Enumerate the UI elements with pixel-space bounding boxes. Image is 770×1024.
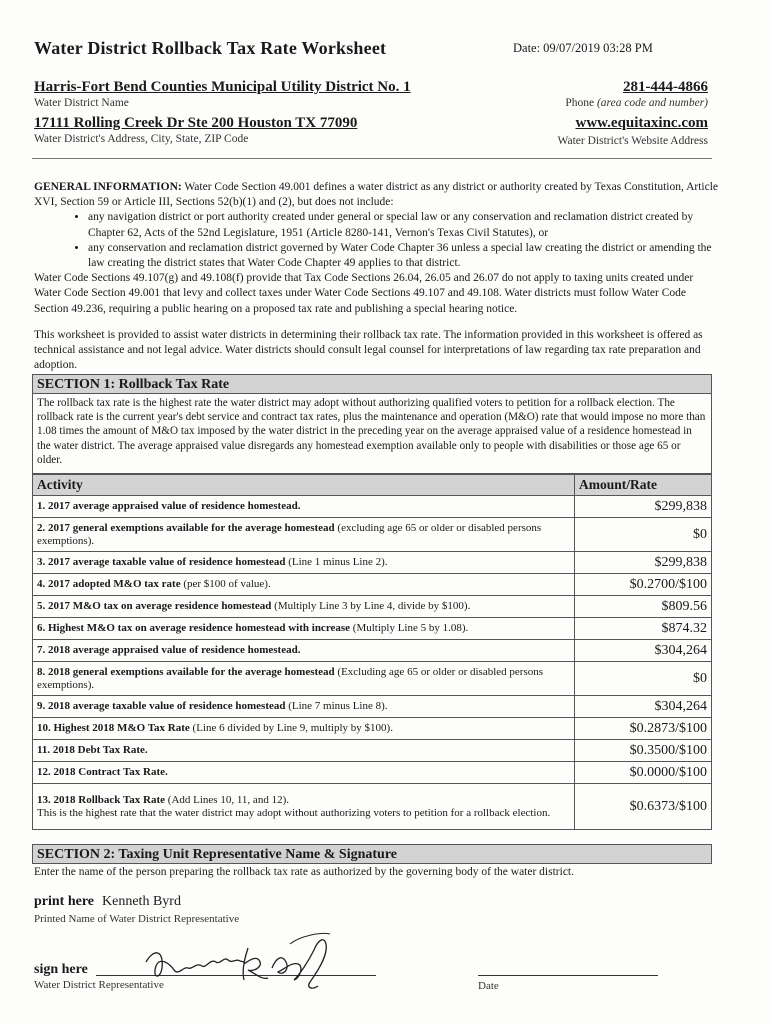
row-description — [33, 696, 575, 718]
section2-caption: Enter the name of the person preparing the rollback tax rate as authorized by the governing body of the water district. — [34, 866, 574, 878]
row-detail: (Multiply Line 5 by 1.08). — [350, 622, 469, 634]
general-paragraph — [34, 180, 722, 210]
sign-label: sign here — [34, 962, 88, 977]
row-description — [33, 618, 575, 640]
row-amount: $0 — [575, 518, 712, 552]
row-detail: (Add Lines 10, 11, and 12). — [165, 793, 289, 806]
print-label: print here — [34, 894, 95, 909]
row-description — [33, 496, 575, 518]
worksheet-intro — [34, 328, 724, 374]
general-bullet: • any navigation district or port authority created under general or special law or any conservation and reclamation district created by Chapter 62, Acts of the 52nd Legislature, 1951 (Article 8280-141, Vernon's Texas Civil Statutes), or — [88, 210, 722, 240]
row-label: 3. 2017 average taxable value of residence homestead — [37, 556, 286, 568]
activity-column-header: Activity — [33, 475, 575, 496]
row-detail: (excluding age 65 or older or disabled persons exemptions). — [37, 521, 542, 547]
general-bullet: • any conservation and reclamation district governed by Water Code Chapter 36 unless a special law creating the district or amending the law creating the district states that Water Code Chapter 49 applies to that district. — [88, 241, 722, 271]
section1-heading: SECTION 1: Rollback Tax Rate — [32, 374, 712, 394]
row-label: 13. 2018 Rollback Tax Rate — [37, 793, 166, 806]
general-bullets — [34, 210, 722, 271]
phone-caption-italic: (area code and number) — [596, 97, 708, 109]
table-row — [33, 762, 712, 784]
row-description — [33, 574, 575, 596]
table-row — [33, 740, 712, 762]
general-text: Water Code Section 49.001 defines a water district as any district or authority created by Texas Constitution, Article XVI, Section 59 or Article III, Sections 52(b)(1) and (2), but does not include: — [34, 181, 718, 209]
general-lead: GENERAL INFORMATION: — [34, 181, 182, 193]
date-signature-line[interactable] — [478, 975, 658, 976]
document-title: Water District Rollback Tax Rate Worksheet — [34, 38, 387, 58]
print-name-caption: Printed Name of Water District Representative — [34, 913, 240, 925]
row-label: 8. 2018 general exemptions available for the average homestead — [37, 665, 335, 678]
row-extra: This is the highest rate that the water district may adopt without authorizing voters to petition for a rollback election. — [37, 806, 551, 819]
website-caption: Water District's Website Address — [557, 135, 708, 147]
row-amount: $0.0000/$100 — [575, 762, 712, 784]
phone-caption-main: Phone — [565, 97, 597, 109]
table-row — [33, 718, 712, 740]
row-amount: $0.2700/$100 — [575, 574, 712, 596]
district-address: 17111 Rolling Creek Dr Ste 200 Houston TX 77090 — [34, 115, 358, 131]
table-row — [33, 518, 712, 552]
row-label: 1. 2017 average appraised value of residence homestead. — [37, 500, 301, 512]
table-row — [33, 696, 712, 718]
row-label: 9. 2018 average taxable value of residence homestead — [37, 700, 286, 712]
document-date — [510, 41, 653, 56]
district-name: Harris-Fort Bend Counties Municipal Utility District No. 1 — [34, 79, 411, 95]
signature-caption: Water District Representative — [34, 979, 164, 991]
date-label: Date: — [513, 41, 541, 55]
table-row — [33, 662, 712, 696]
row-detail: (Line 6 divided by Line 9, multiply by $100). — [189, 722, 393, 734]
row-detail: (Line 1 minus Line 2). — [285, 556, 388, 568]
district-website[interactable]: www.equitaxinc.com — [575, 115, 708, 131]
row-description — [33, 784, 575, 830]
row-description — [33, 518, 575, 552]
row-amount: $0.6373/$100 — [575, 784, 712, 830]
row-label: 4. 2017 adopted M&O tax rate — [37, 578, 181, 590]
row-detail: (Multiply Line 3 by Line 4, divide by $100). — [271, 600, 471, 612]
header-divider — [32, 158, 712, 159]
row-detail: (per $100 of value). — [180, 578, 271, 590]
row-description — [33, 662, 575, 696]
district-phone: 281-444-4866 — [623, 79, 708, 95]
general-after: Water Code Sections 49.107(g) and 49.108(f) provide that Tax Code Sections 26.04, 26.05 and 26.07 do not apply to taxing units created under Water Code Section 49.001 that levy and collect taxes under Water Code Sections 49.107 and 49.108. Water districts must follow Water Code Section 49.236, requiring a public hearing on a proposed tax rate and publishing a special hearing notice. — [34, 272, 694, 315]
table-row — [33, 640, 712, 662]
row-description — [33, 740, 575, 762]
amount-column-header: Amount/Rate — [575, 475, 712, 496]
table-row — [33, 596, 712, 618]
activity-table — [32, 474, 712, 830]
section2-heading: SECTION 2: Taxing Unit Representative Name & Signature — [32, 844, 712, 864]
row-amount: $0.3500/$100 — [575, 740, 712, 762]
intro-text: This worksheet is provided to assist water districts in determining their rollback tax rate. The information provided in this worksheet is offered as technical assistance and not legal advice. Water districts should consult legal counsel for interpretations of law regarding tax rate preparation and adoption. — [34, 329, 703, 372]
row-amount: $299,838 — [575, 552, 712, 574]
row-label: 2. 2017 general exemptions available for the average homestead — [37, 521, 335, 534]
address-caption: Water District's Address, City, State, ZIP Code — [34, 133, 249, 145]
row-label: 6. Highest M&O tax on average residence homestead with increase — [37, 622, 351, 634]
general-information — [34, 180, 722, 317]
row-description — [33, 552, 575, 574]
row-amount: $874.32 — [575, 618, 712, 640]
print-name-field[interactable] — [34, 894, 181, 910]
table-row — [33, 552, 712, 574]
row-amount: $0 — [575, 662, 712, 696]
date-caption: Date — [478, 980, 499, 992]
row-description — [33, 640, 575, 662]
row-description — [33, 596, 575, 618]
date-value: 09/07/2019 03:28 PM — [543, 41, 653, 55]
handwritten-signature — [140, 928, 340, 992]
row-detail: (Excluding age 65 or older or disabled persons exemptions). — [37, 665, 544, 691]
row-description — [33, 762, 575, 784]
table-row — [33, 618, 712, 640]
row-amount: $809.56 — [575, 596, 712, 618]
row-amount: $299,838 — [575, 496, 712, 518]
phone-caption — [565, 97, 708, 109]
printed-name: Kenneth Byrd — [102, 894, 181, 909]
table-row — [33, 496, 712, 518]
table-row — [33, 574, 712, 596]
section1-body: The rollback tax rate is the highest rate the water district may adopt without authorizing qualified voters to petition for a rollback election. The rollback rate is the current year's debt service and contract tax rates, plus the maintenance and operation (M&O) rate that would impose no more than 1.08 times the amount of M&O tax imposed by the water district in the preceding year on the average appraised value of a residence homestead in the water district. The average appraised value disregards any homestead exemption available only to people with disabilities or those age 65 or older. — [32, 394, 712, 474]
row-label: 7. 2018 average appraised value of residence homestead. — [37, 644, 301, 656]
row-label: 12. 2018 Contract Tax Rate. — [37, 766, 168, 778]
row-detail: (Line 7 minus Line 8). — [285, 700, 388, 712]
district-name-caption: Water District Name — [34, 97, 129, 109]
row-description — [33, 718, 575, 740]
row-amount: $0.2873/$100 — [575, 718, 712, 740]
row-amount: $304,264 — [575, 640, 712, 662]
row-label: 11. 2018 Debt Tax Rate. — [37, 744, 148, 756]
table-header-row — [33, 475, 712, 496]
table-row — [33, 784, 712, 830]
row-label: 10. Highest 2018 M&O Tax Rate — [37, 722, 190, 734]
row-label: 5. 2017 M&O tax on average residence homestead — [37, 600, 272, 612]
row-amount: $304,264 — [575, 696, 712, 718]
